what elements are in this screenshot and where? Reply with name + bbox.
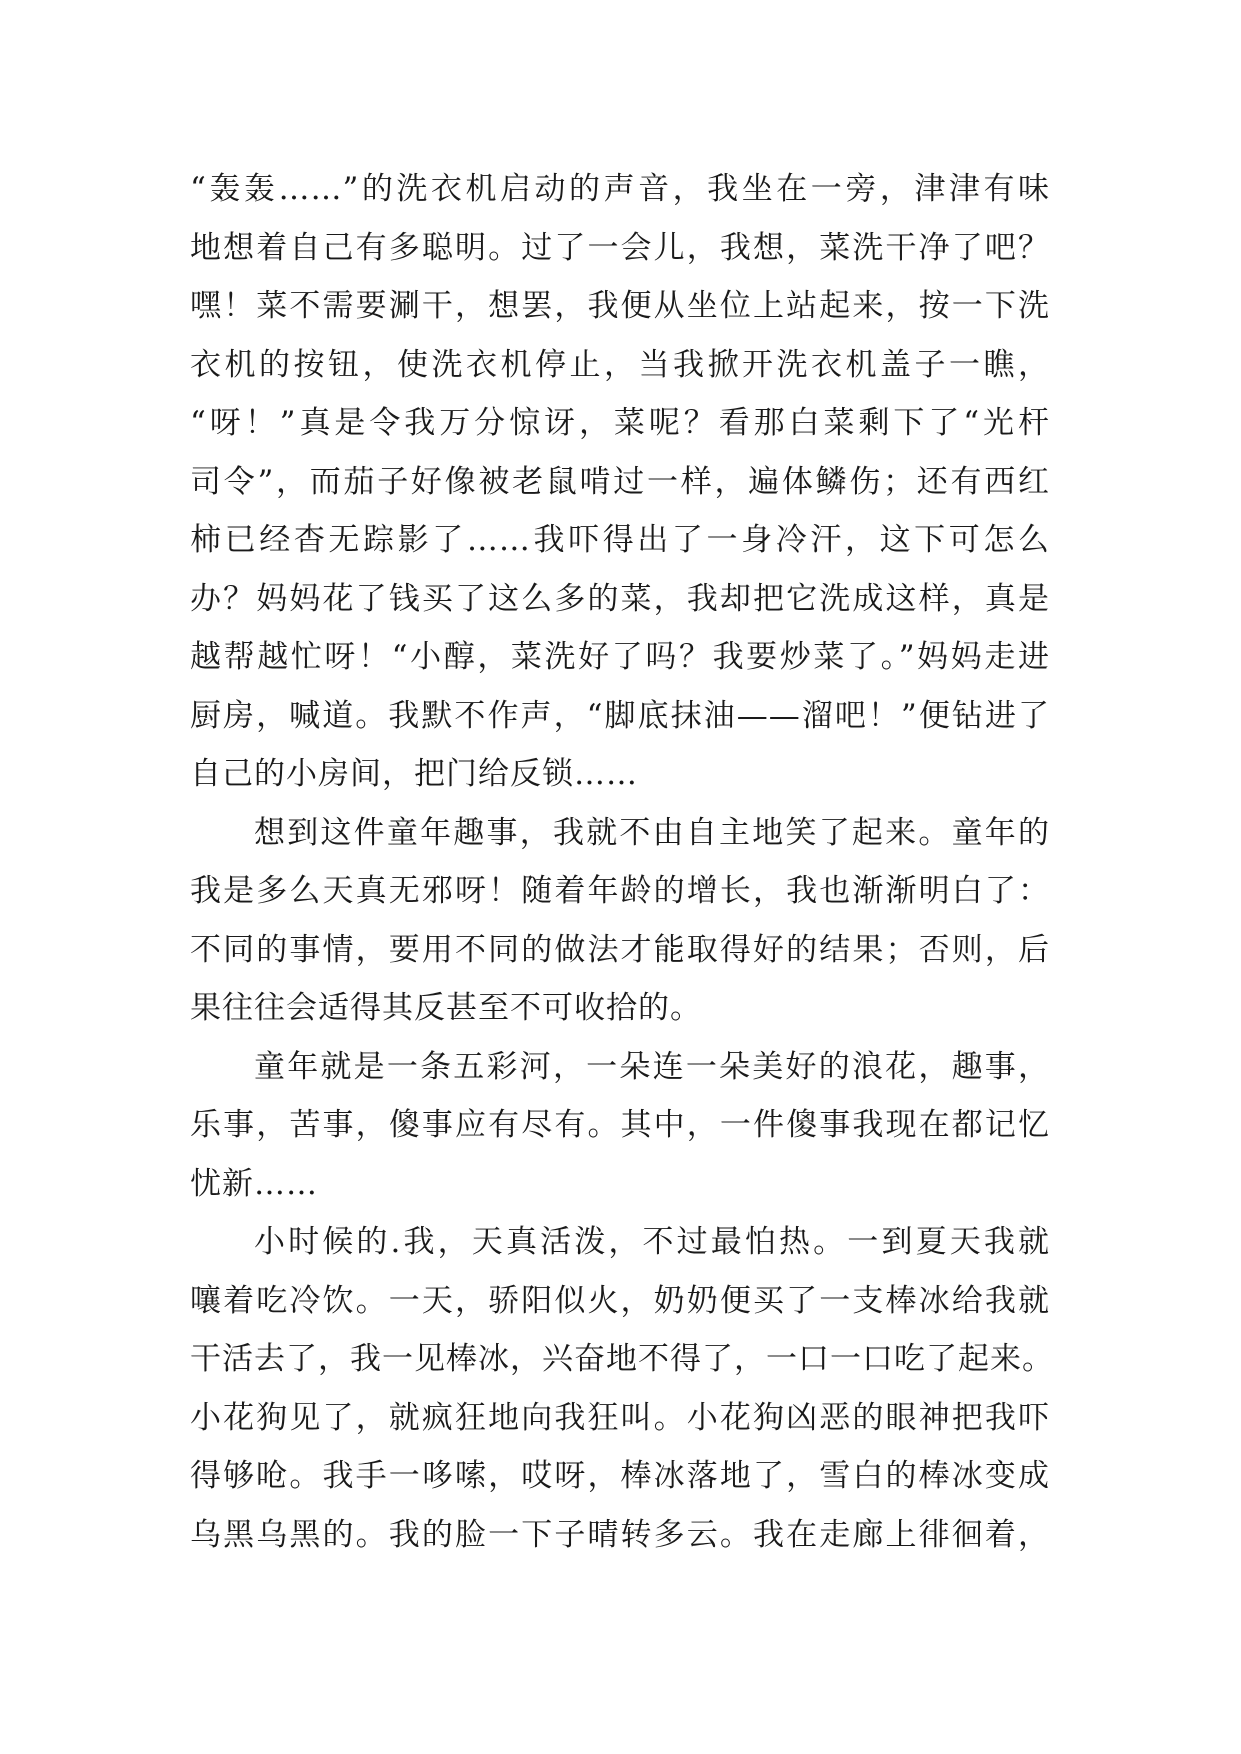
- text-line: 干活去了，我一见棒冰，兴奋地不得了，一口一口吃了起来。: [190, 1341, 1054, 1377]
- text-line: 得够呛。我手一哆嗦，哎呀，棒冰落地了，雪白的棒冰变成: [190, 1458, 1050, 1494]
- text-line: 自己的小房间，把门给反锁……: [190, 756, 638, 792]
- text-line: 柿已经杳无踪影了……我吓得出了一身冷汗，这下可怎么: [190, 522, 1050, 558]
- text-line: 乐事，苦事，傻事应有尽有。其中，一件傻事我现在都记忆: [190, 1107, 1050, 1143]
- text-line: 地想着自己有多聪明。过了一会儿，我想，菜洗干净了吧？: [190, 229, 1050, 266]
- text-line: 我是多么天真无邪呀！随着年龄的增长，我也渐渐明白了：: [190, 873, 1050, 909]
- text-line: 嘿！菜不需要涮干，想罢，我便从坐位上站起来，按一下洗: [190, 288, 1050, 324]
- text-line: 嚷着吃冷饮。一天，骄阳似火，奶奶便买了一支棒冰给我就: [190, 1282, 1050, 1319]
- text-line: 衣机的按钮，使洗衣机停止，当我掀开洗衣机盖子一瞧，: [190, 346, 1050, 383]
- essay-text: [190, 160, 1054, 1564]
- text-line: 乌黑乌黑的。我的脸一下子晴转多云。我在走廊上徘徊着，: [190, 1516, 1050, 1553]
- text-line: 忧新……: [190, 1165, 318, 1202]
- paragraph-start-line: 童年就是一条五彩河，一朵连一朵美好的浪花，趣事，: [254, 1048, 1050, 1085]
- text-line: “呀！”真是令我万分惊讶，菜呢？看那白菜剩下了“光杆: [190, 405, 1050, 441]
- text-line: 厨房，喊道。我默不作声，“脚底抹油——溜吧！”便钻进了: [190, 697, 1050, 734]
- text-line: “轰轰……”的洗衣机启动的声音，我坐在一旁，津津有味: [190, 171, 1050, 207]
- paragraph-start-line: 想到这件童年趣事，我就不由自主地笑了起来。童年的: [254, 814, 1050, 851]
- paragraph-start-line: 小时候的.我，天真活泼，不过最怕热。一到夏天我就: [254, 1224, 1050, 1260]
- text-line: 不同的事情，要用不同的做法才能取得好的结果；否则，后: [190, 931, 1050, 968]
- text-line: 小花狗见了，就疯狂地向我狂叫。小花狗凶恶的眼神把我吓: [190, 1399, 1050, 1436]
- text-line: 越帮越忙呀！“小醇，菜洗好了吗？我要炒菜了。”妈妈走进: [190, 639, 1050, 675]
- text-line: 办？妈妈花了钱买了这么多的菜，我却把它洗成这样，真是: [190, 580, 1050, 617]
- text-line: 果往往会适得其反甚至不可收拾的。: [190, 990, 702, 1026]
- text-line: 司令”，而茄子好像被老鼠啃过一样，遍体鳞伤；还有西红: [190, 463, 1050, 500]
